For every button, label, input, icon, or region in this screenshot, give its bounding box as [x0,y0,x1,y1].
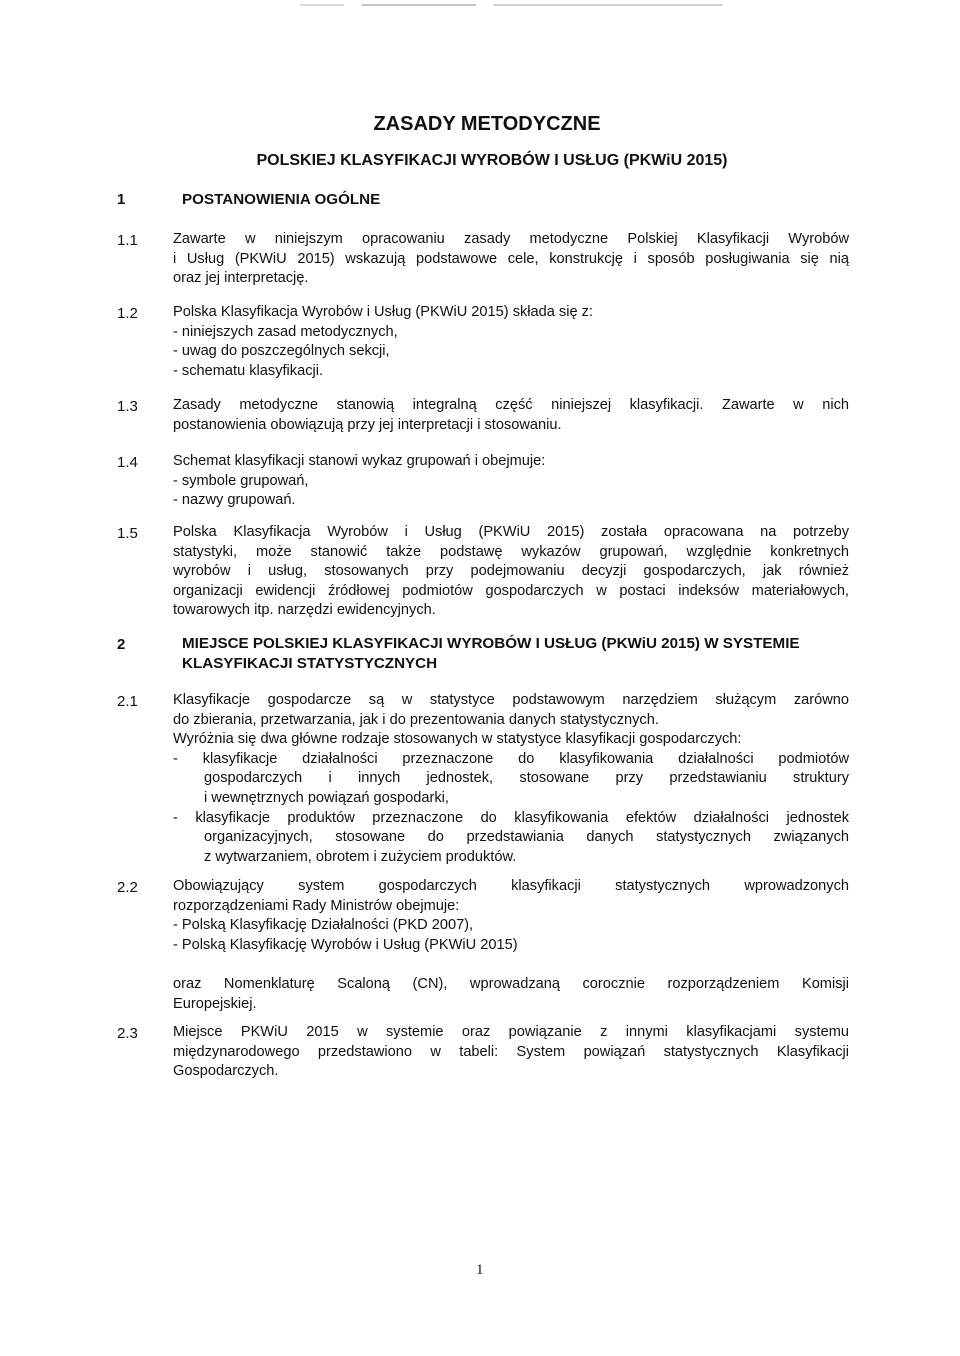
paragraph-line: organizacji ewidencji źródłowej podmiotów gospodarczych w postaci indeksów materiałowych, [173,582,849,599]
section-heading-line: KLASYFIKACJI STATYSTYCZNYCH [182,655,438,672]
paragraph-number: 1.1 [117,232,138,249]
paragraph [173,877,849,1015]
paragraph-line: oraz Nomenklaturę Scaloną (CN), wprowadzaną corocznie rozporządzeniem Komisji [173,976,849,993]
list-item: - niniejszych zasad metodycznych, [173,323,398,340]
paragraph-line: międzynarodowego przedstawiono w tabeli: System powiązań statystycznych Klasyfikacji [173,1043,849,1060]
paragraph [173,230,849,289]
paragraph-line: Klasyfikacje gospodarcze są w statystyce podstawowym narzędziem służącym zarówno [173,692,849,708]
page-number: 1 [476,1262,484,1278]
section-heading [182,634,852,674]
paragraph-line: i Usług (PKWiU 2015) wskazują podstawowe cele, konstrukcję i sposób posługiwania się nią [173,250,849,267]
paragraph-number: 2.1 [117,693,138,710]
paragraph [173,303,849,381]
list-item: - nazwy grupowań. [173,492,296,509]
paragraph [173,452,849,511]
paragraph-line: oraz jej interpretację. [173,270,309,287]
section-heading-line: POSTANOWIENIA OGÓLNE [182,191,381,208]
paragraph-line: wyrobów i usług, stosowanych przy podejmowaniu decyzji gospodarczych, jak również [173,563,849,580]
paragraph-number: 1.4 [117,454,138,471]
paragraph-number: 1.2 [117,305,138,322]
list-item: - Polską Klasyfikację Wyrobów i Usług (PKWiU 2015) [173,936,518,953]
section-number: 1 [117,191,126,208]
paragraph-line: towarowych itp. narzędzi ewidencyjnych. [173,602,436,619]
section-number: 2 [117,636,126,653]
list-item-continuation: organizacyjnych, stosowane do przedstawiania danych statystycznych związanych [204,829,849,846]
paragraph-line: Zawarte w niniejszym opracowaniu zasady metodyczne Polskiej Klasyfikacji Wyrobów [173,231,849,247]
section-heading-line: MIEJSCE POLSKIEJ KLASYFIKACJI WYROBÓW I USŁUG (PKWiU 2015) W SYSTEMIE [182,635,800,652]
list-item: - symbole grupowań, [173,472,309,489]
paragraph-line: Schemat klasyfikacji stanowi wykaz grupowań i obejmuje: [173,453,546,469]
paragraph-line: Zasady metodyczne stanowią integralną część niniejszej klasyfikacji. Zawarte w nich [173,397,849,413]
list-item: - klasyfikacje działalności przeznaczone do klasyfikowania działalności podmiotów [173,750,849,767]
paragraph [173,523,849,621]
list-item: - Polską Klasyfikację Działalności (PKD 2007), [173,917,474,934]
paragraph-line: Polska Klasyfikacja Wyrobów i Usług (PKWiU 2015) została opracowana na potrzeby [173,524,849,540]
list-item: - schematu klasyfikacji. [173,362,324,379]
scan-artifact [300,4,740,6]
list-item: - klasyfikacje produktów przeznaczone do klasyfikowania efektów działalności jednostek [173,809,849,826]
paragraph-line: Polska Klasyfikacja Wyrobów i Usług (PKWiU 2015) składa się z: [173,304,593,320]
paragraph [173,396,849,435]
paragraph-number: 2.2 [117,879,138,896]
list-item: - uwag do poszczególnych sekcji, [173,343,390,360]
paragraph [173,691,849,867]
paragraph-line: statystyki, może stanowić także podstawę wykazów grupowań, względnie konkretnych [173,543,849,560]
paragraph-line: Obowiązujący system gospodarczych klasyfikacji statystycznych wprowadzonych [173,878,849,894]
paragraph-line: Gospodarczych. [173,1063,279,1080]
list-item-continuation: z wytwarzaniem, obrotem i zużyciem produktów. [204,848,517,865]
paragraph-number: 2.3 [117,1025,138,1042]
paragraph-number: 1.5 [117,525,138,542]
paragraph-number: 1.3 [117,398,138,415]
list-item-continuation: i wewnętrznych powiązań gospodarki, [204,789,449,806]
paragraph-line: Miejsce PKWiU 2015 w systemie oraz powiązanie z innymi klasyfikacjami systemu [173,1024,849,1040]
paragraph-line: Wyróżnia się dwa główne rodzaje stosowanych w statystyce klasyfikacji gospodarczych: [173,731,742,748]
paragraph-line: postanowienia obowiązują przy jej interpretacji i stosowaniu. [173,416,562,433]
paragraph-line: rozporządzeniami Rady Ministrów obejmuje: [173,897,460,914]
document-title: ZASADY METODYCZNE [373,113,601,135]
section-heading [182,190,852,210]
list-item-continuation: gospodarczych i innych jednostek, stosowane przy przedstawianiu struktury [204,770,849,787]
paragraph-line: Europejskiej. [173,995,257,1012]
paragraph-line: do zbierania, przetwarzania, jak i do prezentowania danych statystycznych. [173,711,659,728]
document-subtitle: POLSKIEJ KLASYFIKACJI WYROBÓW I USŁUG (PKWiU 2015) [256,152,728,169]
paragraph [173,1023,849,1082]
